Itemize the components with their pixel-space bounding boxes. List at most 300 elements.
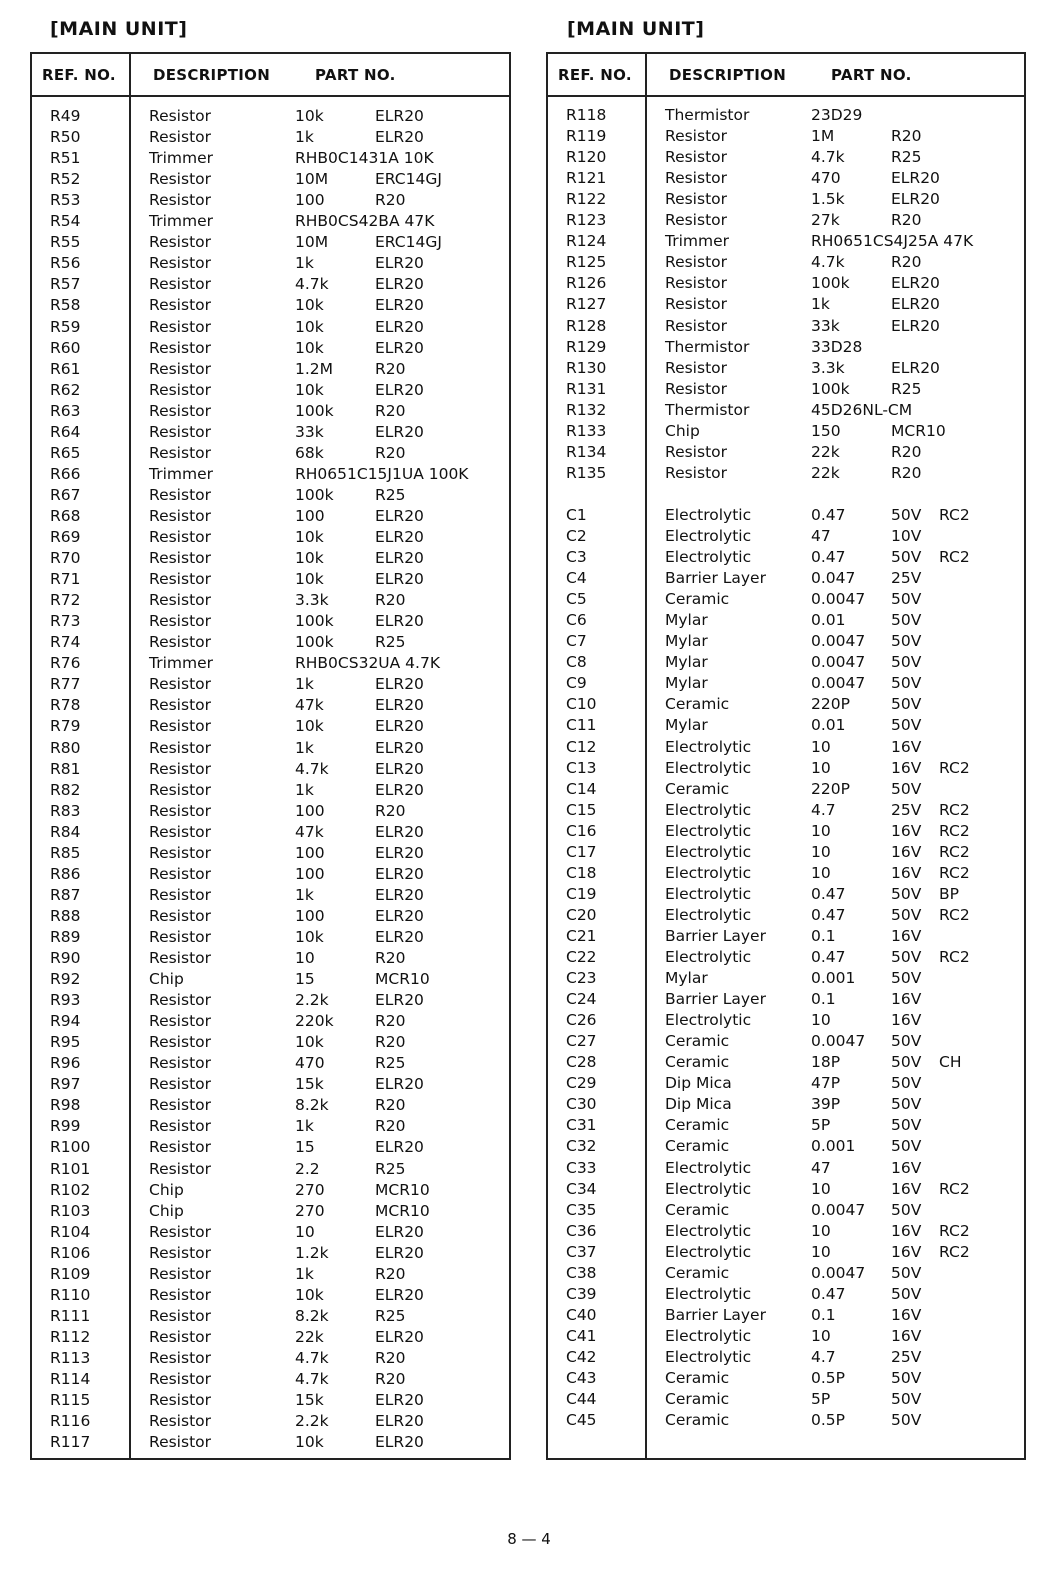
table-row — [548, 316, 1024, 337]
description-cell: Resistor — [149, 780, 211, 799]
description-cell: Electrolytic — [665, 1326, 752, 1345]
description-cell: Resistor — [149, 1138, 211, 1157]
table-row — [32, 1053, 509, 1074]
type-cell: ELR20 — [375, 906, 424, 925]
ref-no-cell: R67 — [50, 485, 81, 504]
value-cell: 47k — [295, 696, 324, 715]
description-cell: Resistor — [665, 316, 727, 335]
type-cell: ELR20 — [375, 254, 424, 273]
ref-no-cell: C40 — [566, 1305, 597, 1324]
ref-no-cell: C33 — [566, 1158, 597, 1177]
ref-no-cell: R49 — [50, 107, 81, 125]
type-cell: ELR20 — [375, 822, 424, 841]
type-cell: ELR20 — [375, 338, 424, 357]
description-cell: Electrolytic — [665, 1347, 752, 1366]
ref-no-cell: R66 — [50, 464, 81, 483]
type-cell: 16V — [891, 863, 922, 882]
ref-no-cell: C39 — [566, 1284, 597, 1303]
description-cell: Electrolytic — [665, 1011, 752, 1030]
ref-no-cell: R73 — [50, 612, 81, 631]
ref-no-cell: R114 — [50, 1370, 91, 1388]
type-cell: R20 — [375, 1117, 406, 1136]
table-row — [32, 295, 509, 316]
type-cell: ELR20 — [375, 696, 424, 715]
table-row — [32, 569, 509, 590]
description-cell: Trimmer — [665, 232, 729, 251]
table-row — [32, 317, 509, 338]
ref-no-cell: R95 — [50, 1033, 81, 1052]
value-cell: 100 — [295, 506, 325, 525]
description-cell: Resistor — [149, 506, 211, 525]
description-cell: Resistor — [149, 380, 211, 399]
table-row — [32, 885, 509, 906]
table-row — [32, 1095, 509, 1116]
value-cell: 10k — [295, 927, 324, 946]
description-cell: Resistor — [149, 822, 211, 841]
type-cell: 50V — [891, 1137, 922, 1156]
type-cell: ELR20 — [375, 780, 424, 799]
value-cell: 270 — [295, 1201, 325, 1220]
table-row — [548, 273, 1024, 294]
value-cell: 100k — [295, 401, 334, 420]
table-row — [548, 968, 1024, 989]
value-cell: 4.7k — [295, 759, 329, 778]
type-cell: R25 — [375, 1054, 406, 1073]
ref-no-cell: R81 — [50, 759, 81, 778]
ref-no-cell: C14 — [566, 779, 597, 798]
type-cell: R20 — [891, 253, 922, 272]
table-row — [548, 442, 1024, 463]
value-cell: 10 — [811, 1326, 831, 1345]
ref-no-cell: C1 — [566, 505, 587, 524]
description-cell: Electrolytic — [665, 905, 752, 924]
type-cell: ELR20 — [375, 317, 424, 336]
note-cell: RC2 — [939, 548, 970, 567]
value-cell: 47k — [295, 822, 324, 841]
description-cell: Resistor — [149, 170, 211, 189]
value-cell: 10M — [295, 233, 329, 252]
type-cell: ELR20 — [375, 843, 424, 862]
description-cell: Resistor — [149, 759, 211, 778]
value-cell: 0.047 — [811, 569, 856, 588]
ref-no-cell: R133 — [566, 421, 607, 440]
type-cell: ELR20 — [891, 169, 940, 188]
description-cell: Resistor — [149, 1222, 211, 1241]
value-cell: 47 — [811, 1158, 831, 1177]
type-cell: ELR20 — [375, 528, 424, 546]
value-cell: 10k — [295, 570, 324, 589]
value-cell: 10k — [295, 1285, 324, 1304]
note-cell: CH — [939, 1053, 962, 1072]
type-cell: R20 — [375, 1370, 406, 1388]
description-cell: Resistor — [149, 1159, 211, 1178]
type-cell: 50V — [891, 632, 922, 651]
value-cell: 0.47 — [811, 948, 846, 966]
table-row — [548, 842, 1024, 863]
ref-no-cell: C34 — [566, 1179, 597, 1198]
description-cell: Trimmer — [149, 654, 213, 673]
description-cell: Electrolytic — [665, 842, 752, 861]
table-row — [32, 590, 509, 611]
table-row — [548, 400, 1024, 421]
description-cell: Mylar — [665, 674, 708, 693]
type-cell: MCR10 — [891, 421, 946, 440]
type-cell: 50V — [891, 590, 922, 609]
value-cell: 4.7 — [811, 800, 836, 819]
description-cell: Resistor — [149, 128, 211, 147]
description-cell: Resistor — [149, 1327, 211, 1346]
ref-no-cell: R56 — [50, 254, 81, 273]
type-cell: R20 — [375, 801, 406, 820]
value-cell: 100 — [295, 801, 325, 820]
value-cell: 0.001 — [811, 1137, 856, 1156]
description-cell: Resistor — [149, 633, 211, 652]
description-cell: Barrier Layer — [665, 926, 766, 945]
description-cell: Resistor — [149, 233, 211, 252]
description-cell: Resistor — [149, 107, 211, 125]
type-cell: 50V — [891, 884, 922, 903]
description-cell: Resistor — [149, 275, 211, 294]
description-cell: Resistor — [149, 1264, 211, 1283]
type-cell: ELR20 — [375, 506, 424, 525]
value-cell: 0.47 — [811, 505, 846, 524]
ref-no-cell: C30 — [566, 1095, 597, 1114]
description-cell: Chip — [149, 1180, 184, 1199]
table-row — [548, 1200, 1024, 1221]
ref-no-cell: R65 — [50, 443, 81, 462]
value-cell: 470 — [811, 169, 841, 188]
description-cell: Electrolytic — [665, 1179, 752, 1198]
ref-no-cell: R118 — [566, 106, 607, 124]
type-cell: 50V — [891, 1032, 922, 1051]
table-row — [548, 337, 1024, 358]
table-row — [548, 715, 1024, 736]
value-cell: 3.3k — [811, 358, 845, 377]
description-cell: Resistor — [665, 148, 727, 167]
type-cell: 50V — [891, 1200, 922, 1219]
table-row — [32, 148, 509, 169]
description-cell: Resistor — [149, 570, 211, 589]
table-row — [32, 759, 509, 780]
value-cell: 0.5P — [811, 1369, 845, 1387]
description-cell: Resistor — [149, 1054, 211, 1073]
ref-no-cell: R64 — [50, 422, 81, 441]
type-cell: 16V — [891, 821, 922, 840]
ref-no-cell: C13 — [566, 758, 597, 777]
ref-no-cell: R119 — [566, 127, 607, 146]
ref-no-cell: C35 — [566, 1200, 597, 1219]
description-cell: Chip — [149, 970, 184, 989]
value-cell: 1.5k — [811, 190, 845, 209]
value-cell: 10k — [295, 549, 324, 568]
value-cell: 10 — [811, 1011, 831, 1030]
table-row — [32, 822, 509, 843]
value-cell: 22k — [811, 442, 840, 461]
type-cell: 16V — [891, 737, 922, 756]
table-row — [548, 358, 1024, 379]
ref-no-cell: R68 — [50, 506, 81, 525]
right-parts-table — [546, 52, 1026, 1460]
ref-no-cell: R112 — [50, 1327, 91, 1346]
value-cell: 4.7k — [295, 275, 329, 294]
ref-no-cell: R127 — [566, 295, 607, 314]
table-row — [32, 1074, 509, 1095]
table-row — [32, 1011, 509, 1032]
header-part-no: PART NO. — [315, 66, 396, 84]
ref-no-cell: C16 — [566, 821, 597, 840]
value-cell: 10 — [811, 737, 831, 756]
ref-no-cell: R135 — [566, 463, 607, 482]
value-cell: 150 — [811, 421, 841, 440]
ref-no-cell: R121 — [566, 169, 607, 188]
table-row — [32, 106, 509, 127]
description-cell: Resistor — [149, 675, 211, 694]
type-cell: ELR20 — [375, 1222, 424, 1241]
type-cell: 50V — [891, 611, 922, 630]
ref-no-cell: C4 — [566, 569, 587, 588]
value-cell: 22k — [295, 1327, 324, 1346]
description-cell: Trimmer — [149, 212, 213, 231]
description-cell: Mylar — [665, 611, 708, 630]
table-row — [32, 695, 509, 716]
type-cell: R20 — [375, 443, 406, 462]
value-cell: 1k — [295, 885, 314, 904]
description-cell: Mylar — [665, 969, 708, 988]
ref-no-cell: R84 — [50, 822, 81, 841]
description-cell: Resistor — [665, 190, 727, 209]
table-row — [548, 168, 1024, 189]
value-cell: 0.47 — [811, 1284, 846, 1303]
value-cell: 4.7 — [811, 1347, 836, 1366]
description-cell: Resistor — [149, 612, 211, 631]
type-cell: ELR20 — [375, 738, 424, 757]
type-cell: 50V — [891, 548, 922, 567]
table-row — [32, 1285, 509, 1306]
type-cell: ERC14GJ — [375, 233, 442, 252]
description-cell: Resistor — [149, 906, 211, 925]
value-cell: 10k — [295, 528, 324, 546]
value-cell: 0.01 — [811, 716, 846, 735]
type-cell: ELR20 — [375, 612, 424, 631]
ref-no-cell: C45 — [566, 1411, 597, 1430]
note-cell: RC2 — [939, 1179, 970, 1198]
description-cell: Resistor — [149, 591, 211, 610]
ref-no-cell: C19 — [566, 884, 597, 903]
type-cell: R25 — [891, 379, 922, 398]
description-cell: Resistor — [149, 717, 211, 736]
description-cell: Resistor — [149, 401, 211, 420]
ref-no-cell: C21 — [566, 926, 597, 945]
ref-no-cell: R123 — [566, 211, 607, 230]
ref-no-cell: C3 — [566, 548, 587, 567]
value-cell: RH0651C15J1UA 100K — [295, 464, 469, 483]
table-row — [548, 1284, 1024, 1305]
ref-no-cell: C20 — [566, 905, 597, 924]
value-cell: 10 — [811, 758, 831, 777]
type-cell: R20 — [375, 359, 406, 378]
description-cell: Electrolytic — [665, 1158, 752, 1177]
table-row — [32, 1222, 509, 1243]
table-row — [548, 210, 1024, 231]
ref-no-cell: R82 — [50, 780, 81, 799]
type-cell: 50V — [891, 1390, 922, 1409]
value-cell: 0.5P — [811, 1411, 845, 1430]
value-cell: 0.0047 — [811, 1200, 866, 1219]
ref-no-cell: R98 — [50, 1096, 81, 1115]
description-cell: Ceramic — [665, 1053, 730, 1072]
ref-no-cell: R88 — [50, 906, 81, 925]
description-cell: Resistor — [149, 1306, 211, 1325]
value-cell: 15 — [295, 970, 315, 989]
table-row — [548, 1221, 1024, 1242]
value-cell: 8.2k — [295, 1306, 329, 1325]
value-cell: 8.2k — [295, 1096, 329, 1115]
ref-no-cell: R104 — [50, 1222, 91, 1241]
value-cell: 10 — [811, 1221, 831, 1240]
ref-no-cell: R99 — [50, 1117, 81, 1136]
description-cell: Trimmer — [149, 464, 213, 483]
value-cell: 0.0047 — [811, 1263, 866, 1282]
ref-no-cell: R63 — [50, 401, 81, 420]
value-cell: 0.001 — [811, 969, 856, 988]
type-cell: ELR20 — [375, 1391, 424, 1410]
table-row — [548, 1242, 1024, 1263]
value-cell: 1k — [295, 1117, 314, 1136]
ref-no-cell: R101 — [50, 1159, 91, 1178]
table-row — [32, 1411, 509, 1432]
value-cell: 47 — [811, 527, 831, 545]
value-cell: 1k — [295, 1264, 314, 1283]
ref-no-cell: C28 — [566, 1053, 597, 1072]
value-cell: 0.47 — [811, 905, 846, 924]
ref-no-cell: C44 — [566, 1390, 597, 1409]
value-cell: 10 — [811, 1179, 831, 1198]
ref-no-cell: C9 — [566, 674, 587, 693]
ref-no-cell: C32 — [566, 1137, 597, 1156]
description-cell: Resistor — [665, 211, 727, 230]
ref-no-cell: R109 — [50, 1264, 91, 1283]
type-cell: ELR20 — [375, 717, 424, 736]
table-row — [32, 1201, 509, 1222]
type-cell: ELR20 — [375, 422, 424, 441]
value-cell: 100 — [295, 864, 325, 883]
description-cell: Mylar — [665, 653, 708, 672]
ref-no-cell: C12 — [566, 737, 597, 756]
table-row — [32, 190, 509, 211]
description-cell: Resistor — [149, 1391, 211, 1410]
description-cell: Ceramic — [665, 695, 730, 714]
table-row — [548, 568, 1024, 589]
ref-no-cell: C6 — [566, 611, 587, 630]
value-cell: 5P — [811, 1116, 831, 1135]
table-row — [32, 716, 509, 737]
ref-no-cell: R55 — [50, 233, 81, 252]
description-cell: Resistor — [149, 338, 211, 357]
type-cell: MCR10 — [375, 1180, 430, 1199]
value-cell: 10 — [295, 1222, 315, 1241]
ref-no-cell: R102 — [50, 1180, 91, 1199]
type-cell: ELR20 — [375, 1433, 424, 1452]
ref-no-cell: R76 — [50, 654, 81, 673]
type-cell: R20 — [375, 401, 406, 420]
description-cell: Resistor — [665, 127, 727, 146]
table-row — [32, 380, 509, 401]
value-cell: 15 — [295, 1138, 315, 1157]
ref-no-cell: C41 — [566, 1326, 597, 1345]
table-row — [32, 1180, 509, 1201]
ref-no-cell: R117 — [50, 1433, 91, 1452]
type-cell: ELR20 — [375, 759, 424, 778]
table-row — [548, 1115, 1024, 1136]
type-cell: ELR20 — [375, 128, 424, 147]
value-cell: 10k — [295, 107, 324, 125]
header-description: DESCRIPTION — [153, 66, 271, 84]
type-cell: R20 — [375, 1264, 406, 1283]
description-cell: Electrolytic — [665, 1221, 752, 1240]
description-cell: Resistor — [149, 1012, 211, 1031]
value-cell: 0.0047 — [811, 590, 866, 609]
value-cell: 33D28 — [811, 337, 863, 356]
table-row — [32, 1159, 509, 1180]
table-row — [548, 1158, 1024, 1179]
type-cell: 50V — [891, 674, 922, 693]
header-part-no: PART NO. — [831, 66, 912, 84]
table-row — [32, 527, 509, 548]
value-cell: 0.0047 — [811, 632, 866, 651]
type-cell: R25 — [375, 485, 406, 504]
type-cell: ELR20 — [375, 1327, 424, 1346]
type-cell: R20 — [375, 1348, 406, 1367]
value-cell: 10k — [295, 380, 324, 399]
value-cell: 0.0047 — [811, 674, 866, 693]
description-cell: Resistor — [665, 274, 727, 293]
ref-no-cell: R74 — [50, 633, 81, 652]
ref-no-cell: R90 — [50, 949, 81, 967]
table-row — [32, 548, 509, 569]
table-row — [548, 231, 1024, 252]
table-row — [548, 610, 1024, 631]
type-cell: MCR10 — [375, 1201, 430, 1220]
ref-no-cell: R122 — [566, 190, 607, 209]
type-cell: ELR20 — [375, 1285, 424, 1304]
type-cell: R25 — [375, 1159, 406, 1178]
ref-no-cell: C38 — [566, 1263, 597, 1282]
ref-no-cell: R115 — [50, 1391, 91, 1410]
ref-no-cell: R89 — [50, 927, 81, 946]
ref-no-cell: R113 — [50, 1348, 91, 1367]
table-row — [548, 821, 1024, 842]
type-cell: 50V — [891, 1074, 922, 1093]
table-row — [548, 737, 1024, 758]
value-cell: 10k — [295, 296, 324, 315]
type-cell: R20 — [375, 1033, 406, 1052]
description-cell: Resistor — [149, 1370, 211, 1388]
description-cell: Resistor — [149, 864, 211, 883]
ref-no-cell: R86 — [50, 864, 81, 883]
value-cell: 1M — [811, 127, 835, 146]
description-cell: Resistor — [149, 949, 211, 967]
description-cell: Resistor — [149, 1412, 211, 1431]
ref-no-cell: C22 — [566, 948, 597, 966]
value-cell: 68k — [295, 443, 324, 462]
value-cell: 0.47 — [811, 884, 846, 903]
note-cell: RC2 — [939, 1221, 970, 1240]
value-cell: 33k — [295, 422, 324, 441]
description-cell: Resistor — [149, 485, 211, 504]
value-cell: 220k — [295, 1012, 334, 1031]
value-cell: 2.2k — [295, 991, 329, 1010]
type-cell: ELR20 — [375, 570, 424, 589]
